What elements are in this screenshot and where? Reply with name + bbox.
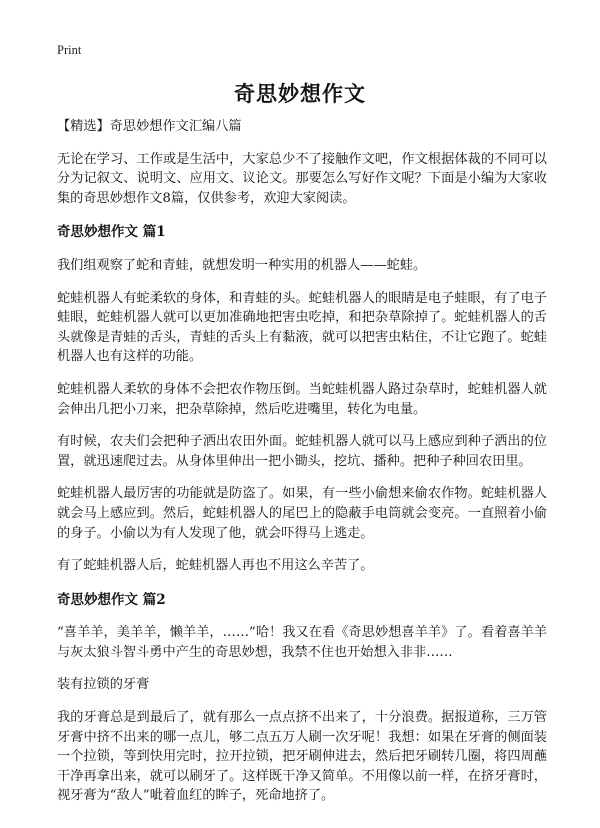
page-title: 奇思妙想作文: [234, 81, 366, 106]
section-heading: 奇思妙想作文 篇2: [57, 591, 166, 608]
paragraph-subheading: 装有拉锁的牙膏: [57, 677, 150, 693]
paragraph: 蛇蛙机器人柔软的身体不会把农作物压倒。当蛇蛙机器人路过杂草时，蛇蛙机器人就会伸出几把小刀来，把杂草除掉，然后吃进嘴里，转化为电量。: [57, 381, 547, 417]
intro-paragraph: 无论在学习、工作或是生活中，大家总少不了接触作文吧，作文根据体裁的不同可以分为记叙文、说明文、应用文、议论文。那要怎么写好作文呢？下面是小编为大家收集的奇思妙想作文8篇，仅供参考，欢迎大家阅读。: [57, 151, 547, 206]
paragraph: 我的牙膏总是到最后了，就有那么一点点挤不出来了，十分浪费。据报道称，三万管牙膏中挤不出来的哪一点儿，够二点五万人刷一次牙呢！我想：如果在牙膏的侧面装一个拉锁，等到快用完时，拉开拉锁，把牙刷伸进去，然后把牙刷转几圈，将四周蘸干净再拿出来，就可以刷牙了。这样既干净又简单。不用像以前一样，在挤牙膏时，视牙膏为“敌人”呲着血红的眸子，死命地挤了。: [57, 710, 547, 804]
paragraph: 蛇蛙机器人有蛇柔软的身体，和青蛙的头。蛇蛙机器人的眼睛是电子蛙眼，有了电子蛙眼，蛇蛙机器人就可以更加准确地把害虫吃掉，和把杂草除掉了。蛇蛙机器人的舌头就像是青蛙的舌头，青蛙的舌头上有黏液，就可以把害虫粘住，不让它跑了。蛇蛙机器人也有这样的功能。: [57, 290, 547, 365]
paragraph: 有时候，农夫们会把种子洒出农田外面。蛇蛙机器人就可以马上感应到种子洒出的位置，就迅速爬过去。从身体里伸出一把小锄头，挖坑、播种。把种子种回农田里。: [57, 434, 547, 469]
article-body: [57, 117, 547, 806]
article-subtitle: 【精选】奇思妙想作文汇编八篇: [57, 119, 242, 134]
paragraph: 蛇蛙机器人最厉害的功能就是防盗了。如果，有一些小偷想来偷农作物。蛇蛙机器人就会马上感应到。然后，蛇蛙机器人的尾巴上的隐蔽手电筒就会变亮。一直照着小偷的身子。小偷以为有人发现了他，就会吓得马上逃走。: [57, 486, 547, 541]
paragraph: “喜羊羊，美羊羊，懒羊羊，……”哈！我又在看《奇思妙想喜羊羊》了。看着喜羊羊与灰太狼斗智斗勇中产生的奇思妙想，我禁不住也开始想入非非……: [57, 625, 547, 660]
paragraph: 我们组观察了蛇和青蛙，就想发明一种实用的机器人——蛇蛙。: [57, 257, 427, 273]
section-heading: 奇思妙想作文 篇1: [57, 224, 166, 241]
paragraph: 有了蛇蛙机器人后，蛇蛙机器人再也不用这么辛苦了。: [57, 558, 374, 574]
print-link[interactable]: Print: [57, 43, 82, 57]
